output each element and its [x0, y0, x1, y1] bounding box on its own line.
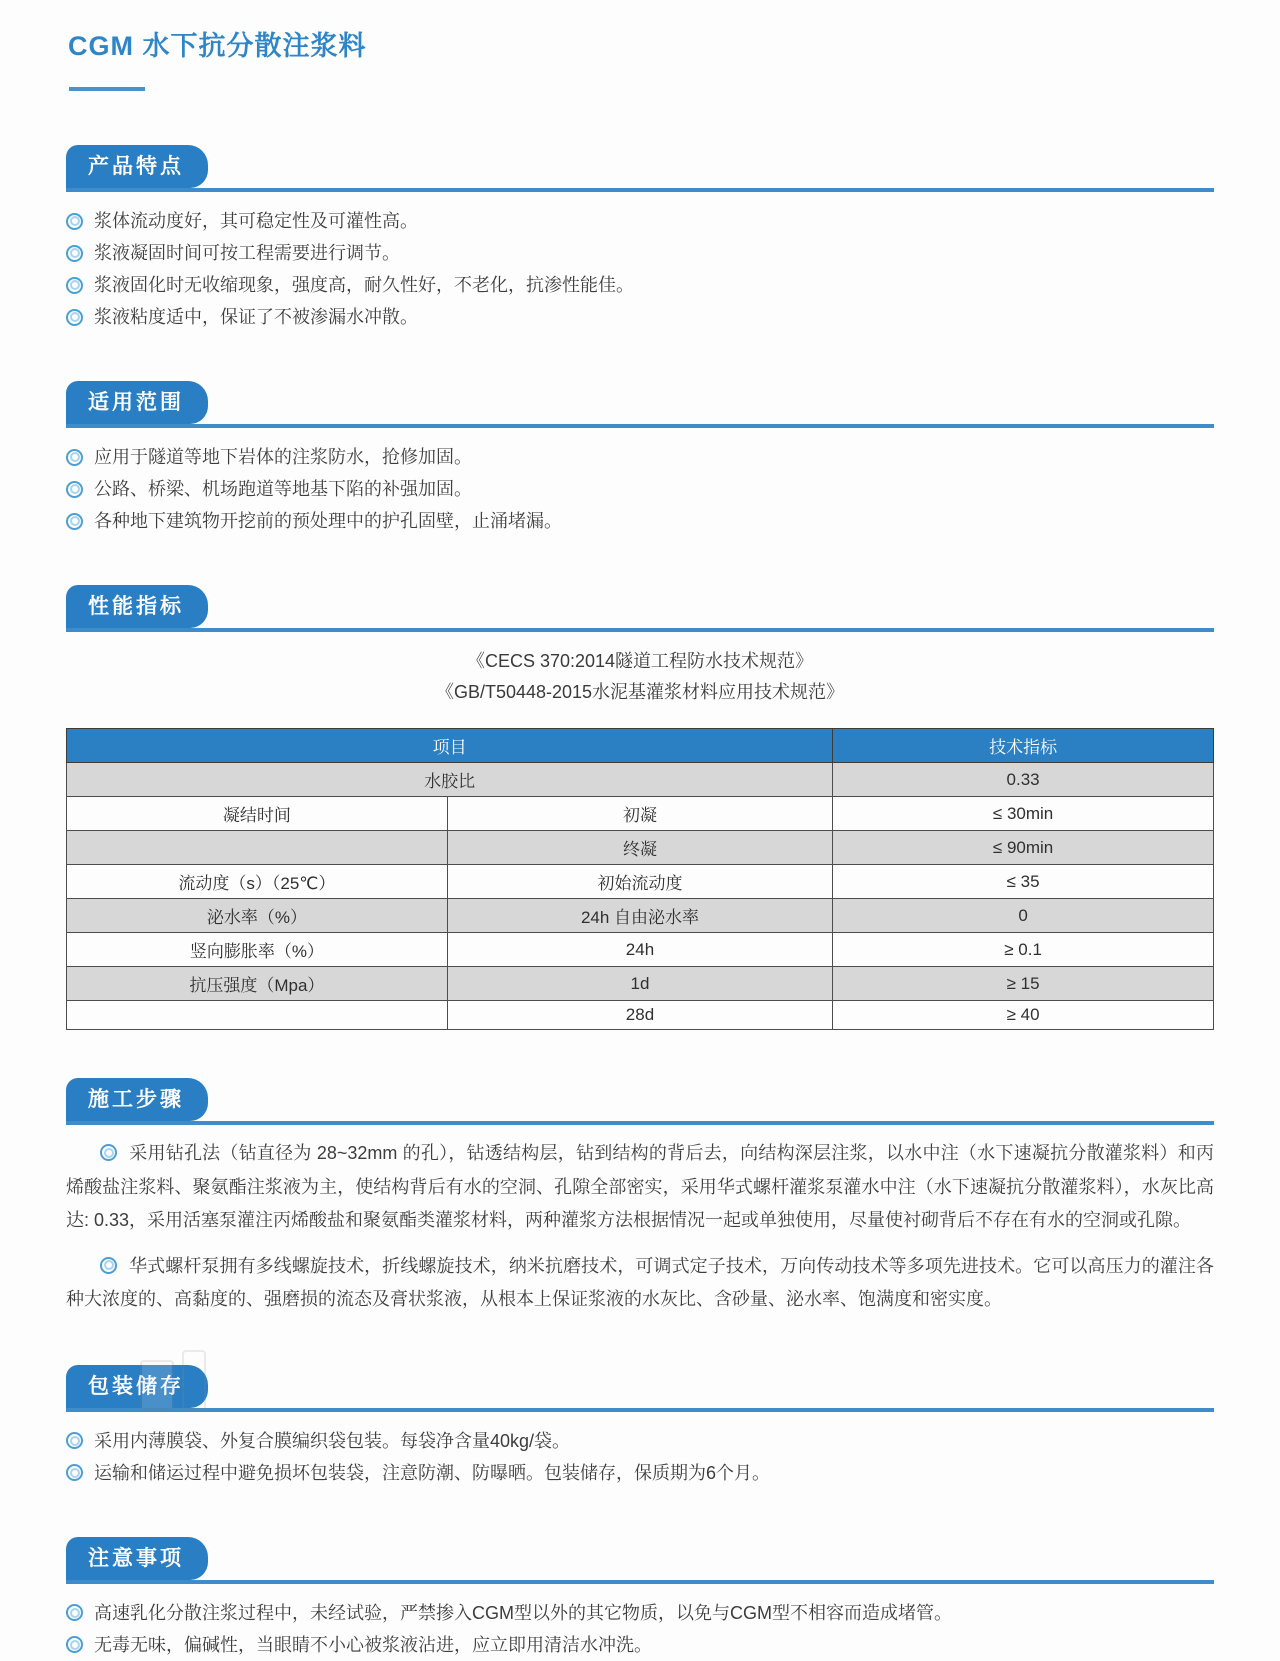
features-list: [66, 205, 1214, 333]
list-item: [66, 1457, 1214, 1489]
reference-line: 《CECS 370:2014隧道工程防水技术规范》: [466, 651, 814, 671]
list-item-text: 高速乳化分散注浆过程中，未经试验，严禁掺入CGM型以外的其它物质，以免与CGM型不相容而造成堵管。: [94, 1602, 952, 1623]
scope-list: [66, 441, 1214, 537]
cell-group: [67, 1001, 448, 1030]
section-notes-badge: 注意事项: [66, 1537, 208, 1580]
list-item-text: 浆体流动度好，其可稳定性及可灌性高。: [94, 211, 418, 231]
step-paragraph: [66, 1137, 1214, 1238]
ring-bullet-icon: [66, 1604, 83, 1621]
list-item-text: 应用于隧道等地下岩体的注浆防水，抢修加固。: [94, 447, 472, 467]
ring-bullet-icon: [66, 245, 83, 262]
reference-line: 《GB/T50448-2015水泥基灌浆材料应用技术规范》: [435, 682, 845, 702]
ring-bullet-icon: [66, 1432, 83, 1449]
table-row: [67, 967, 1214, 1001]
header-cell-item: 项目: [67, 729, 833, 763]
step-paragraph-text: 华式螺杆泵拥有多线螺旋技术，折线螺旋技术，纳米抗磨技术，可调式定子技术，万向传动技术等多项先进技术。它可以高压力的灌注各种大浓度的、高黏度的、强磨损的流态及膏状浆液，从根本上保证浆液的水灰比、含砂量、泌水率、饱满度和密实度。: [66, 1255, 1214, 1309]
header-cell-indicator: 技术指标: [833, 729, 1214, 763]
list-item-text: 浆液固化时无收缩现象，强度高，耐久性好，不老化，抗渗性能佳。: [94, 275, 634, 295]
section-features-badge: 产品特点: [66, 145, 208, 188]
section-features: [66, 145, 1214, 333]
section-packaging-badge: 包装储存: [66, 1365, 208, 1408]
table-row: [67, 1001, 1214, 1030]
section-steps: [66, 1078, 1214, 1317]
list-item: [66, 441, 1214, 473]
list-item-text: 公路、桥梁、机场跑道等地基下陷的补强加固。: [94, 479, 472, 499]
ring-bullet-icon: [100, 1144, 117, 1161]
cell-value: ≤ 90min: [833, 831, 1214, 865]
ring-bullet-icon: [66, 449, 83, 466]
list-item: [66, 301, 1214, 333]
list-item-text: 采用内薄膜袋、外复合膜编织袋包装。每袋净含量40kg/袋。: [94, 1430, 571, 1451]
step-paragraph-text: 采用钻孔法（钻直径为 28~32mm 的孔），钻透结构层，钻到结构的背后去，向结构深层注浆，以水中注（水下速凝抗分散灌浆料）和丙烯酸盐注浆料、聚氨酯注浆液为主，使结构背后有水的空洞、孔隙全部密实，采用华式螺杆灌浆泵灌水中注（水下速凝抗分散灌浆料），水灰比高达: 0.33，采用活塞泵灌注丙烯酸盐和聚氨酯类灌浆材料，两种灌浆方法根据情况一起或单独使用，尽量使衬砌背后不存在有水的空洞或孔隙。: [66, 1143, 1214, 1230]
list-item: [66, 205, 1214, 237]
table-row: [67, 763, 1214, 797]
ring-bullet-icon: [66, 513, 83, 530]
section-notes: [66, 1537, 1214, 1661]
list-item: [66, 1425, 1214, 1457]
list-item-text: 运输和储运过程中避免损坏包装袋，注意防潮、防曝晒。包装储存，保质期为6个月。: [94, 1462, 771, 1483]
cell-value: ≤ 35: [833, 865, 1214, 899]
standard-references: [66, 646, 1214, 708]
table-row: [67, 933, 1214, 967]
packaging-list: [66, 1425, 1214, 1489]
cell-group: 竖向膨胀率（%）: [67, 933, 448, 967]
section-scope-rule: [66, 381, 1214, 428]
ring-bullet-icon: [66, 213, 83, 230]
section-packaging: [66, 1365, 1214, 1489]
list-item-text: 各种地下建筑物开挖前的预处理中的护孔固壁，止涌堵漏。: [94, 511, 562, 531]
cell-group: 流动度（s）（25℃）: [67, 865, 448, 899]
section-performance-badge: 性能指标: [66, 585, 208, 628]
page-title: CGM 水下抗分散注浆料: [68, 31, 367, 61]
section-steps-badge: 施工步骤: [66, 1078, 208, 1121]
list-item: [66, 269, 1214, 301]
table-row: [67, 831, 1214, 865]
section-packaging-rule: [66, 1365, 1214, 1412]
cell-sub: 初凝: [447, 797, 832, 831]
watermark-bottle-body: [140, 1360, 174, 1410]
cell-sub: 1d: [447, 967, 832, 1001]
list-item-text: 无毒无味，偏碱性，当眼睛不小心被浆液沾进，应立即用清洁水冲洗。: [94, 1634, 652, 1655]
section-performance-rule: [66, 585, 1214, 632]
section-steps-rule: [66, 1078, 1214, 1125]
cell-value: 0: [833, 899, 1214, 933]
section-features-rule: [66, 145, 1214, 192]
steps-paragraphs: [66, 1137, 1214, 1317]
ring-bullet-icon: [66, 277, 83, 294]
list-item: [66, 505, 1214, 537]
cell-sub: 24h 自由泌水率: [447, 899, 832, 933]
list-item: [66, 1597, 1214, 1629]
ring-bullet-icon: [66, 481, 83, 498]
step-paragraph: [66, 1250, 1214, 1317]
cell-sub: 28d: [447, 1001, 832, 1030]
cell-sub: 初始流动度: [447, 865, 832, 899]
table-row: [67, 899, 1214, 933]
cell-sub: 终凝: [447, 831, 832, 865]
cell-group: 抗压强度（Mpa）: [67, 967, 448, 1001]
table-row: [67, 797, 1214, 831]
section-scope-badge: 适用范围: [66, 381, 208, 424]
ring-bullet-icon: [66, 1636, 83, 1653]
cell-group: 水胶比: [67, 763, 833, 797]
section-notes-rule: [66, 1537, 1214, 1584]
list-item: [66, 237, 1214, 269]
cell-group: 泌水率（%）: [67, 899, 448, 933]
watermark-bottle: [138, 1350, 210, 1410]
ring-bullet-icon: [66, 309, 83, 326]
cell-group: [67, 831, 448, 865]
watermark-bottle-body: [182, 1350, 206, 1410]
cell-value: ≥ 15: [833, 967, 1214, 1001]
section-performance: [66, 585, 1214, 1030]
list-item: [66, 473, 1214, 505]
table-row: [67, 865, 1214, 899]
cell-value: 0.33: [833, 763, 1214, 797]
performance-table: [66, 728, 1214, 1030]
notes-list: [66, 1597, 1214, 1661]
cell-value: ≥ 40: [833, 1001, 1214, 1030]
ring-bullet-icon: [66, 1464, 83, 1481]
list-item-text: 浆液凝固时间可按工程需要进行调节。: [94, 243, 400, 263]
cell-value: ≥ 0.1: [833, 933, 1214, 967]
table-header-row: [67, 729, 1214, 763]
section-scope: [66, 381, 1214, 537]
cell-group: 凝结时间: [67, 797, 448, 831]
list-item: [66, 1629, 1214, 1661]
cell-value: ≤ 30min: [833, 797, 1214, 831]
ring-bullet-icon: [100, 1257, 117, 1274]
cell-sub: 24h: [447, 933, 832, 967]
title-underline: [69, 87, 145, 91]
list-item-text: 浆液粘度适中，保证了不被渗漏水冲散。: [94, 307, 418, 327]
